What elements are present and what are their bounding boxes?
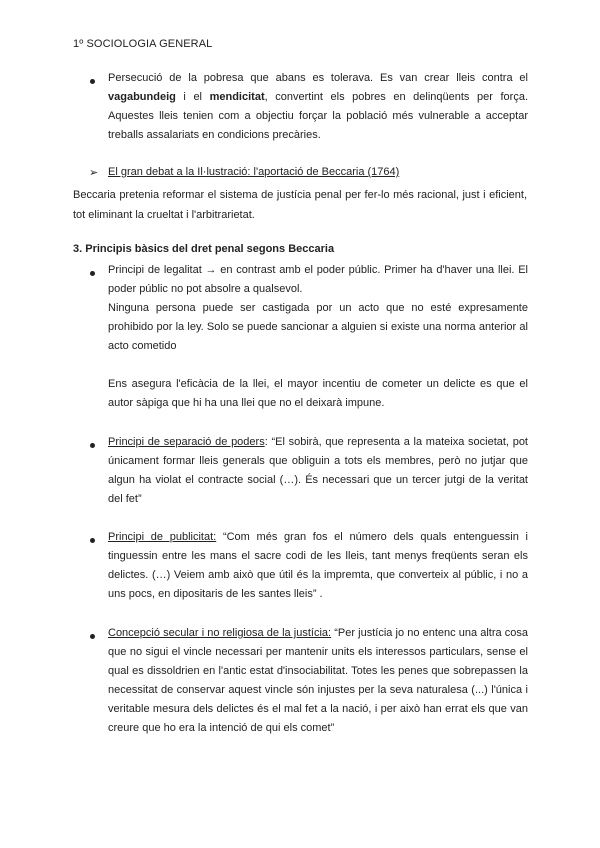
bullet-dot [89,437,97,445]
principle-secular-title: Concepció secular i no religiosa de la justícia: [108,627,332,639]
principle-legalitat [108,261,528,413]
bullet-dot [89,532,97,540]
beccaria-paragraph: Beccaria pretenia reformar el sistema de justícia penal per fer-lo més racional, just i eficient, tot eliminant la crueltat i l'arbitrarietat. [73,189,527,221]
principle-publicitat [108,528,528,604]
principle-secular-text: “Per justícia jo no entenc una altra cosa que no sigui el vincle necessari per mantenir units els interessos particulars, sense el qual es dissoldrien en l'antic estat d'insociabilitat. Totes les penes que sobrepassen la necessitat de conservar aquest vincle són injustes per la seva naturalesa (...) l'única i veritable mesura dels delictes és el mal fet a la nació, i per això han errat els que van creure que ho era la intenció de qui els comet” [108,627,529,734]
bullet-persecucio-text: Persecució de la pobresa que abans es tolerava. Es van crear lleis contra el vagabundeig i el mendicitat, convertint els pobres en delinqüents per força. Aquestes lleis tenien com a objectiu forçar la població més vulnerable a acceptar treballs assalariats en condicions precàries. [108,72,528,141]
principle-separacio-title: Principi de separació de poders [108,436,265,448]
bullet-persecucio [108,69,528,145]
page-header: 1º SOCIOLOGIA GENERAL [73,38,213,50]
principle-legalitat-spanish: Ninguna persona puede ser castigada por un acto que no esté expresamente prohibido por la ley. Solo se puede sancionar a alguien si existe una norma anterior al acto cometido [108,302,528,352]
principle-separacio [108,433,528,509]
arrow-bullet-icon: ➢ [89,167,99,179]
subheading-beccaria: El gran debat a la Il·lustració: l'aportació de Beccaria (1764) [108,166,400,178]
bullet-dot [89,73,97,81]
section-3-title: 3. Principis bàsics del dret penal segons Beccaria [73,243,335,255]
principle-secular [108,624,528,738]
principle-publicitat-title: Principi de publicitat: [108,531,217,543]
principle-separacio-text: : “El sobirà, que representa a la mateixa societat, pot únicament formar lleis generals que obliguin a tots els membres, però no jutjar que algun ha violat el contracte social (…). És necessari que un tercer jutgi de la veritat del fet” [108,436,528,505]
principle-publicitat-text: “Com més gran fos el número dels quals entenguessin i tinguessin entre les mans el sacre codi de les lleis, tant menys freqüents seran els delictes. (…) Veiem amb això que útil és la impremta, que converteix al públic, i no a uns pocs, en dipositaris de les santes lleis” . [108,531,528,600]
bullet-dot [89,265,97,273]
principle-legalitat-text: Principi de legalitat → en contrast amb el poder públic. Primer ha d'haver una llei. El poder públic no pot absolre a qualsevol. [108,264,528,295]
principle-legalitat-note: Ens asegura l'eficàcia de la llei, el mayor incentiu de cometer un delicte es que el autor sàpiga que hi ha una llei que no el deixarà impune. [108,378,528,409]
bullet-dot [89,628,97,636]
